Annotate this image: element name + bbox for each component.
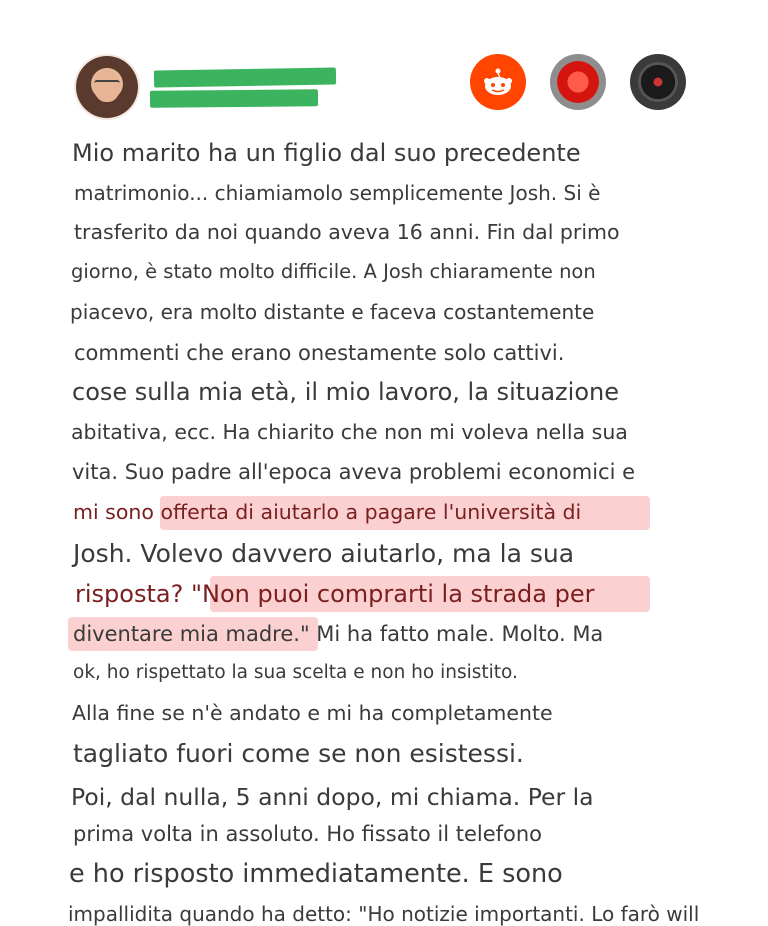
reddit-icon[interactable] [470, 54, 526, 110]
story-line: tagliato fuori come se non esistessi. [73, 739, 524, 768]
dark-award-icon[interactable] [630, 54, 686, 110]
story-line: Alla fine se n'è andato e mi ha completamente [72, 701, 553, 725]
story-line: Josh. Volevo davvero aiutarlo, ma la sua [73, 539, 575, 568]
redacted-username-bar [154, 67, 336, 87]
story-line: cose sulla mia età, il mio lavoro, la situazione [72, 378, 619, 406]
story-line-highlighted: mi sono offerta di aiutarlo a pagare l'università di [73, 500, 582, 524]
user-avatar[interactable] [76, 56, 138, 118]
story-line: ok, ho rispettato la sua scelta e non ho insistito. [73, 662, 518, 683]
story-line: commenti che erano onestamente solo cattivi. [74, 341, 565, 365]
story-line: vita. Suo padre all'epoca aveva problemi economici e [72, 460, 636, 484]
dark-award-inner [638, 62, 678, 102]
story-line: diventare mia madre." Mi ha fatto male. Molto. Ma [73, 622, 604, 646]
story-line-highlighted: risposta? "Non puoi comprarti la strada per [75, 580, 595, 608]
story-line: trasferito da noi quando aveva 16 anni. Fin dal primo [74, 220, 620, 244]
story-line: piacevo, era molto distante e faceva costantemente [70, 300, 595, 324]
redacted-handle-bar [150, 89, 318, 107]
red-award-inner [557, 61, 599, 103]
post-header [0, 0, 768, 130]
story-line: e ho risposto immediatamente. E sono [69, 859, 563, 889]
story-line: Mio marito ha un figlio dal suo precedente [72, 139, 581, 167]
story-line: abitativa, ecc. Ha chiarito che non mi voleva nella sua [71, 420, 628, 444]
red-award-icon[interactable] [550, 54, 606, 110]
story-line: impallidita quando ha detto: "Ho notizie importanti. Lo farò will [68, 902, 700, 926]
story-line: Poi, dal nulla, 5 anni dopo, mi chiama. Per la [71, 783, 594, 811]
story-line: prima volta in assoluto. Ho fissato il telefono [73, 822, 543, 846]
story-line: giorno, è stato molto difficile. A Josh chiaramente non [71, 260, 596, 283]
story-line: matrimonio... chiamiamolo semplicemente Josh. Si è [74, 181, 601, 205]
avatar-glasses [94, 80, 120, 90]
